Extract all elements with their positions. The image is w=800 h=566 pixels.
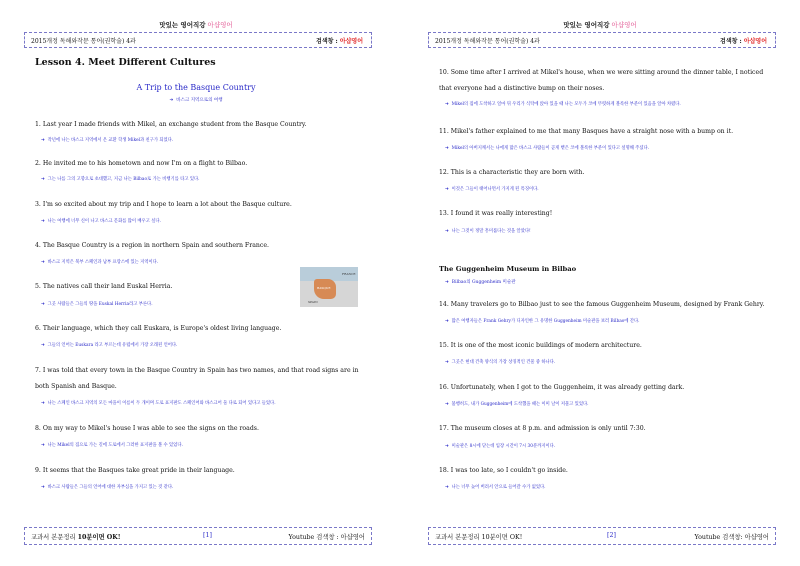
footer-right: Youtube 검색창 : 아샵영어	[288, 534, 365, 541]
sentence-15: 15. It is one of the most iconic buildings of modern architecture.	[439, 342, 642, 349]
page-footer	[24, 527, 372, 545]
sentence-13: 13. I found it was really interesting!	[439, 210, 553, 217]
arrow-icon: ➜	[445, 360, 449, 365]
header-search-label: 검색창 :	[316, 38, 340, 45]
arrow-icon: ➜	[41, 219, 45, 224]
sentence-2: 2. He invited me to his hometown and now I'm on a flight to Bilbao.	[35, 160, 248, 167]
brand-main: 맛있는 영어직강	[159, 21, 206, 29]
sentence-1: 1. Last year I made friends with Mikel, an exchange student from the Basque Country.	[35, 121, 307, 128]
brand-accent: 아샵영어	[207, 21, 233, 29]
arrow-icon: ➜	[445, 102, 449, 107]
header-search-label: 검색창 :	[720, 38, 744, 45]
sentence-17: 17. The museum closes at 8 p.m. and admission is only until 7:30.	[439, 425, 646, 432]
page-1	[0, 0, 392, 566]
sentence-8: 8. On my way to Mikel's house I was able to see the signs on the roads.	[35, 425, 259, 432]
header-search	[316, 36, 363, 45]
brand-title	[404, 20, 796, 29]
translation-5: ➜ 그곳 사람들은 그들의 땅을 Euskal Herria라고 부른다.	[41, 302, 153, 307]
header-search-value: 아샵영어	[339, 38, 363, 45]
translation-18: ➜ 나는 너무 늦어 버려서 안으로 들어갈 수가 없었다.	[445, 485, 546, 490]
sentence-14: 14. Many travelers go to Bilbao just to see the famous Guggenheim Museum, designed by Frank Gehry.	[439, 301, 765, 308]
arrow-icon: ➜	[445, 146, 449, 151]
brand-title	[0, 20, 392, 29]
page-header	[24, 32, 372, 48]
translation-9: ➜ 바스크 사람들은 그들의 언어에 대한 자부심을 가지고 있는 것 같다.	[41, 485, 174, 490]
section-title: The Guggenheim Museum in Bilbao	[439, 265, 577, 273]
header-search	[720, 36, 767, 45]
brand-accent: 아샵영어	[611, 21, 637, 29]
translation-17: ➜ 미술관은 8시에 닫는데 입장 시간이 7시 30분까지이다.	[445, 444, 556, 449]
sentence-4: 4. The Basque Country is a region in northern Spain and southern France.	[35, 242, 269, 249]
brand-main: 맛있는 영어직강	[563, 21, 610, 29]
sentence-18: 18. I was too late, so I couldn't go inside.	[439, 467, 568, 474]
translation-3: ➜ 나는 여행에 너무 신이 나고 바스크 문화를 많이 배우고 싶다.	[41, 219, 161, 224]
page-footer	[428, 527, 776, 545]
arrow-icon: ➜	[169, 98, 174, 103]
translation-8: ➜ 나는 Mikel의 집으로 가는 길에 도로에서 그러한 표지판을 볼 수 있었다.	[41, 443, 183, 448]
arrow-icon: ➜	[41, 401, 45, 406]
arrow-icon: ➜	[41, 485, 45, 490]
lesson-title: Lesson 4. Meet Different Cultures	[35, 57, 216, 68]
basque-map-image	[300, 267, 358, 307]
arrow-icon: ➜	[41, 260, 45, 265]
header-title: 2015개정 독해와작문 통어(권학술) 4과	[435, 38, 540, 45]
arrow-icon: ➜	[445, 280, 449, 285]
map-label-basque: BASQUE	[317, 286, 331, 290]
translation-16: ➜ 불행히도, 내가 Guggenheim에 도착했을 때는 이미 날이 저물고 있었다.	[445, 402, 589, 407]
translation-11: ➜ Mikel의 아버지께서는 나에게 많은 바스크 사람들이 곧게 뻗은 코에 볼록한 부분이 있다고 설명해 주셨다.	[445, 146, 650, 151]
translation-14: ➜ 많은 여행자들은 Frank Gehry가 디자인한 그 유명한 Guggenheim 미술관을 보러 Bilbao에 간다.	[445, 319, 640, 324]
arrow-icon: ➜	[41, 302, 45, 307]
header-title: 2015개정 독해와작문 통어(권학술) 4과	[31, 38, 136, 45]
arrow-icon: ➜	[445, 319, 449, 324]
sentence-10: 10. Some time after I arrived at Mikel's house, when we were sitting around the dinner table, I noticed that everyone had a distinctive bump on their noses.	[439, 69, 764, 92]
translation-2: ➜ 그는 나를 그의 고향으로 초대했고, 지금 나는 Bilbao로 가는 비행기를 타고 있다.	[41, 177, 200, 182]
sentence-16: 16. Unfortunately, when I got to the Guggenheim, it was already getting dark.	[439, 384, 685, 391]
sentence-7: 7. I was told that every town in the Basque Country in Spain has two names, and that road signs are in both Spanish and Basque.	[35, 367, 359, 390]
footer-right: Youtube 검색창: 아샵영어	[694, 534, 769, 541]
map-label-france: FRANCE	[342, 272, 356, 276]
page-2	[404, 0, 796, 566]
sentence-3: 3. I'm so excited about my trip and I hope to learn a lot about the Basque culture.	[35, 201, 292, 208]
page-header	[428, 32, 776, 48]
page-number: [2]	[607, 532, 616, 539]
translation-13: ➜ 나는 그것이 정말 흥미롭다는 것을 알았다!	[445, 229, 531, 234]
subtitle: A Trip to the Basque Country	[136, 83, 256, 92]
section-translation: ➜ Bilbao의 Guggenheim 미술관	[445, 280, 516, 285]
footer-left: 교과서 본문정리 10분이면 OK!	[435, 534, 523, 541]
arrow-icon: ➜	[445, 485, 449, 490]
arrow-icon: ➜	[445, 187, 449, 192]
translation-12: ➜ 이것은 그들이 태어나면서 가지게 된 특징이다.	[445, 187, 539, 192]
sentence-6: 6. Their language, which they call Euskara, is Europe's oldest living language.	[35, 325, 282, 332]
translation-6: ➜ 그들의 언어는 Euskara 라고 부르는데 유럽에서 가장 오래된 언어다.	[41, 343, 178, 348]
arrow-icon: ➜	[41, 177, 45, 182]
arrow-icon: ➜	[445, 402, 449, 407]
subtitle-translation: ➜ 바스크 지역으로의 여행	[169, 98, 223, 103]
translation-10: ➜ Mikel의 집에 도착하고 얼마 뒤 우리가 식탁에 앉아 있을 때 나는 모두가 코에 뚜렷하게 볼록한 부분이 있음을 알아 차렸다.	[445, 102, 681, 107]
arrow-icon: ➜	[41, 443, 45, 448]
sentence-5: 5. The natives call their land Euskal Herria.	[35, 283, 173, 290]
header-search-value: 아샵영어	[743, 38, 767, 45]
translation-15: ➜ 그곳은 현대 건축 양식의 가장 상징적인 건물 중 하나다.	[445, 360, 556, 365]
arrow-icon: ➜	[445, 229, 449, 234]
map-label-spain: SPAIN	[308, 300, 318, 304]
sentence-12: 12. This is a characteristic they are born with.	[439, 169, 585, 176]
translation-4: ➜ 바스크 지역은 북부 스페인과 남부 프랑스에 있는 지역이다.	[41, 260, 159, 265]
sentence-11: 11. Mikel's father explained to me that many Basques have a straight nose with a bump on it.	[439, 128, 734, 135]
page-number: [1]	[203, 532, 212, 539]
translation-1: ➜ 작년에 나는 바스크 지역에서 온 교환 학생 Mikel과 친구가 되었다.	[41, 138, 174, 143]
footer-left: 교과서 본문정리 10분이면 OK!	[31, 534, 121, 541]
arrow-icon: ➜	[41, 138, 45, 143]
translation-7: ➜ 나는 스페인 바스크 지역의 모든 마을이 이름이 두 개이며 도로 표지판도 스페인어와 바스크어 둘 다로 되어 있다고 들었다.	[41, 401, 276, 406]
arrow-icon: ➜	[445, 444, 449, 449]
sentence-9: 9. It seems that the Basques take great pride in their language.	[35, 467, 235, 474]
arrow-icon: ➜	[41, 343, 45, 348]
